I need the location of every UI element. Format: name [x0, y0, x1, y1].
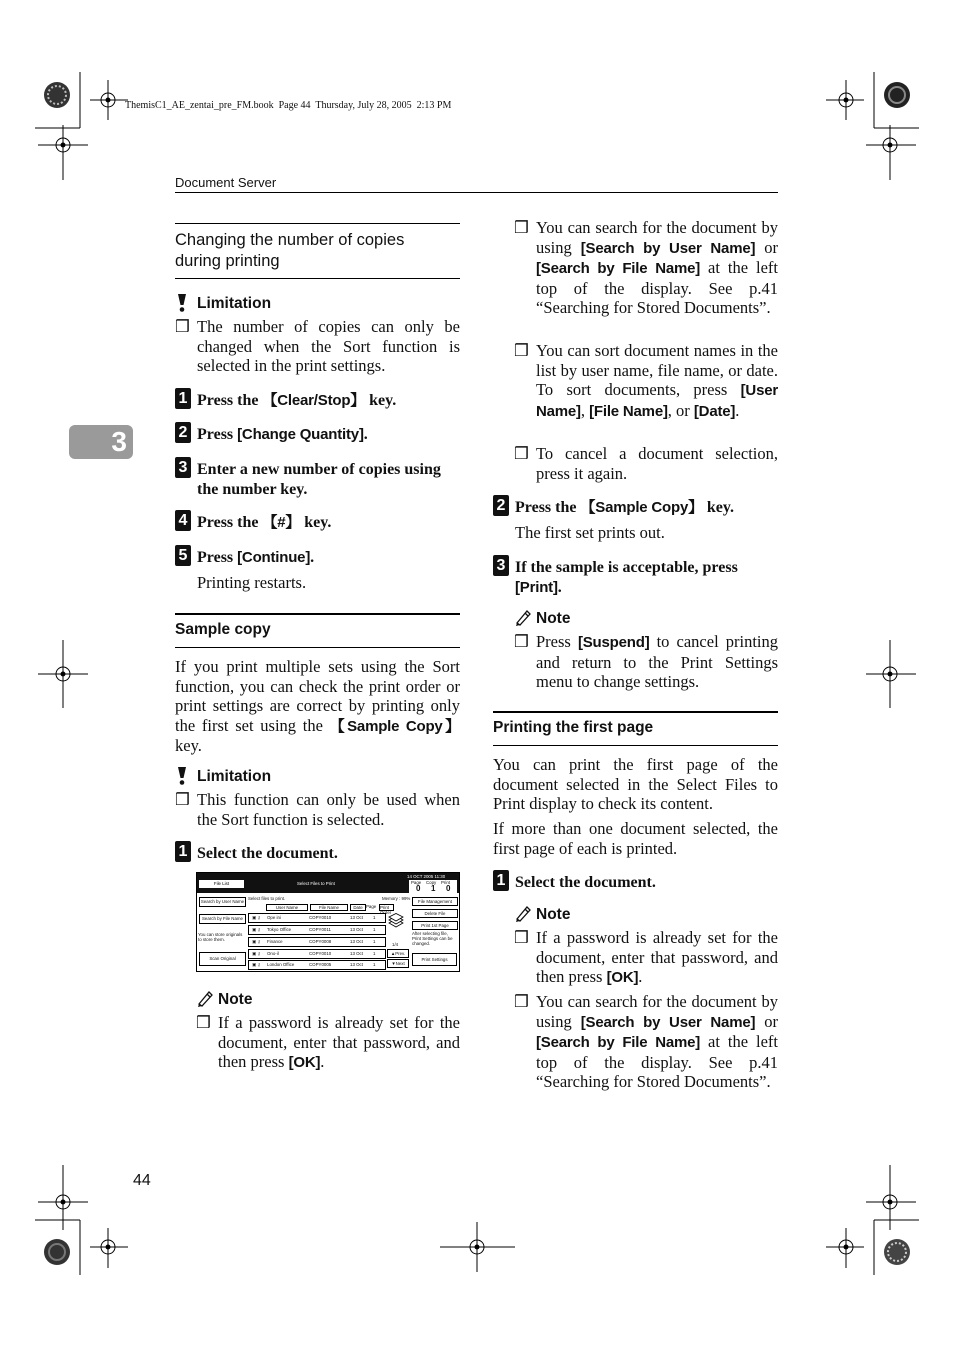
limitation-icon	[175, 293, 189, 313]
row-page: 1	[373, 915, 376, 920]
chapter-number: 3	[111, 426, 127, 457]
note-text: If a password is already set for the document, enter that password, and then press	[218, 1013, 460, 1071]
row-file: COPY0005	[309, 962, 332, 967]
subsection-bottom-rule	[175, 278, 460, 279]
counter-panel	[409, 880, 457, 893]
row-page: 1	[373, 962, 376, 967]
continue-key: [Continue]	[237, 549, 311, 566]
file-list-tab[interactable]: File List	[199, 880, 244, 888]
note-text: or	[755, 1011, 778, 1031]
first-page-select-step	[493, 873, 778, 893]
step-text: Select the document.	[197, 845, 338, 862]
note-text: You can search for the document by using	[536, 992, 778, 1031]
copy-counter-value: 1	[431, 884, 436, 893]
row-user: Ope ini	[267, 915, 281, 920]
user-name-sort-button[interactable]: User Name	[266, 904, 308, 911]
step-text: Press the	[197, 514, 263, 531]
bullet-text: or	[755, 237, 778, 257]
select-files-screen	[196, 872, 460, 972]
row-page: 1	[373, 939, 376, 944]
row-file: COPY0010	[309, 915, 332, 920]
date-key: [Date]	[693, 402, 736, 420]
memory-indicator: Memory : 99%	[382, 896, 411, 901]
limitation-label-2	[175, 768, 271, 786]
store-message: You can store originals to store them.	[198, 932, 243, 942]
row-user: Tokyo Office	[267, 927, 292, 932]
bullet-text: ,	[580, 400, 590, 420]
print-counter-label: Print	[441, 880, 451, 885]
search-bullet: ❒ You can search for the document by using [Search by User Name] or [Search by File Name] at the left top of the display. See p.41 “Searching for Stored Documents”.	[514, 218, 778, 317]
sample-step-2	[493, 498, 778, 518]
limitation-label-text: Limitation	[197, 295, 272, 312]
step-2-result: The first set prints out.	[515, 523, 665, 542]
date-sort-button[interactable]: Date	[350, 904, 366, 911]
pencil-note-icon	[196, 989, 214, 1007]
sample-copy-key: 【Sample Copy】	[580, 499, 703, 516]
sample-copy-heading: Sample copy	[175, 621, 271, 638]
note-label-right-2	[514, 906, 570, 924]
limitation-text: The number of copies can only be changed when the Sort function is selected in the print settings.	[197, 317, 460, 375]
step-text: Press the	[197, 392, 263, 409]
sample-text-a: If you print multiple sets using the Sort function, you can check the print order or print settings are correct by printing only the first set using the	[175, 657, 460, 735]
step-number: 1	[175, 841, 191, 862]
step-5-result: Printing restarts.	[197, 573, 307, 592]
suspend-note-bullet: ❒ Press [Suspend] to cancel printing and return to the Print Settings menu to change settings.	[514, 632, 778, 691]
step-text: Select the document.	[515, 874, 656, 891]
limitation-icon	[175, 766, 189, 786]
sample-copy-key: 【Sample Copy】	[329, 717, 460, 735]
cancel-bullet: ❒ To cancel a document selection, press it again.	[514, 444, 778, 483]
bullet-text: To cancel a document selection, press it again.	[536, 444, 778, 483]
bullet-text: at the left top of the display. See p.41 “Searching for Stored Documents”.	[536, 258, 778, 317]
scan-original-button[interactable]: Scan Original	[199, 952, 246, 966]
row-file: COPY0008	[309, 939, 332, 944]
select-document-step	[175, 844, 460, 864]
user-name-key: [User Name]	[536, 382, 778, 420]
row-page: 1	[373, 927, 376, 932]
subsection-top-rule	[175, 223, 460, 224]
note-label-right	[514, 610, 570, 628]
file-row-2[interactable]: ▣ ⚷ Tokyo Office COPY0011 13 Oct 1	[248, 925, 386, 935]
step-number: 4	[175, 510, 191, 531]
row-user: London Office	[267, 962, 295, 967]
limitation-bullet-2: ❒ This function can only be used when the Sort function is selected.	[175, 790, 460, 829]
step-number: 5	[175, 545, 191, 566]
suspend-key: [Suspend]	[577, 634, 650, 651]
first-page-text-1: You can print the first page of the document selected in the Select Files to Print display to check its content.	[493, 755, 778, 813]
file-name-sort-button[interactable]: File Name	[310, 904, 348, 911]
search-note-bullet: ❒ You can search for the document by using [Search by User Name] or [Search by File Name] at the left top of the display. See p.41 “Searching for Stored Documents”.	[514, 992, 778, 1091]
section-bottom-rule	[493, 745, 778, 746]
step-text-end: .	[310, 549, 315, 566]
section-top-rule	[175, 613, 460, 615]
subsection-heading: Changing the number of copies during printing	[175, 231, 405, 270]
step-text: Enter a new number of copies using the number key.	[197, 461, 441, 498]
row-date: 13 Oct	[350, 951, 363, 956]
sample-text-b: key.	[175, 736, 202, 755]
password-note-bullet: ❒ If a password is already set for the document, enter that password, and then press [OK].	[514, 928, 778, 986]
file-row-4[interactable]: ▣ ⚷ Ono-il COPY0010 13 Oct 1	[248, 949, 386, 959]
list-page-counter: 1/4	[392, 942, 399, 947]
screen-date: 14 OCT 2005 11:30	[407, 874, 446, 879]
print-first-page-button[interactable]: Print 1st Page	[412, 921, 458, 930]
step-1	[175, 391, 460, 411]
step-number: 3	[493, 555, 509, 576]
file-management-button[interactable]: File Management	[412, 897, 458, 906]
step-number: 1	[175, 388, 191, 409]
chapter-tab	[69, 425, 133, 459]
page-counter-label: Page	[411, 880, 422, 885]
row-file: COPY0010	[309, 951, 332, 956]
limitation-label	[175, 295, 271, 313]
delete-file-button[interactable]: Delete File	[412, 909, 458, 918]
sort-bullet: ❒ You can sort document names in the list by user name, file name, or date. To sort documents, press [User Name], [File Name], or [Date].	[514, 341, 778, 420]
step-number: 2	[493, 495, 509, 516]
note-text-end: at the left top of the display. See p.41 “Searching for Stored Documents”.	[536, 1032, 778, 1091]
row-date: 13 Oct	[350, 962, 363, 967]
search-by-user-key: [Search by User Name]	[580, 1013, 756, 1031]
print-settings-message: After selecting file, Print Settings can be changed.	[412, 931, 453, 946]
step-3	[175, 460, 462, 499]
step-4	[175, 513, 460, 533]
copy-counter-label: Copy	[426, 880, 437, 885]
row-user: Finance	[267, 939, 283, 944]
document-stack-icon	[387, 913, 405, 931]
row-date: 13 Oct	[350, 927, 363, 932]
first-page-text-2: If more than one document selected, the first page of each is printed.	[493, 819, 778, 858]
page-counter-value: 0	[416, 884, 421, 893]
book-info-line: ThemisC1_AE_zentai_pre_FM.book Page 44 Thursday, July 28, 2005 2:13 PM	[125, 100, 452, 111]
step-text-end: key.	[300, 514, 332, 531]
printing-first-page-heading: Printing the first page	[493, 719, 654, 736]
note-text-end: .	[638, 967, 643, 986]
note-label	[196, 991, 252, 1009]
step-5	[175, 548, 460, 568]
step-text-end: .	[557, 578, 562, 596]
page-column-header: Page	[366, 904, 377, 909]
prev-button[interactable]: ▲Prev.	[387, 949, 409, 958]
change-quantity-key: [Change Quantity]	[237, 426, 364, 443]
step-text-end: .	[363, 426, 368, 443]
header-rule	[175, 192, 778, 193]
note-text: If a password is already set for the document, enter that password, and then press	[536, 928, 778, 986]
ok-key: [OK]	[288, 1054, 321, 1071]
row-page: 1	[373, 951, 376, 956]
clear-stop-key: 【Clear/Stop】	[262, 392, 366, 409]
bullet-text: You can search for the document by using	[536, 218, 778, 257]
note-bullet: ❒ If a password is already set for the document, enter that password, and then press [OK].	[196, 1013, 460, 1071]
row-date: 13 Oct	[350, 915, 363, 920]
note-label-text: Note	[536, 906, 571, 923]
step-text-end: key.	[365, 392, 397, 409]
screen-title: Select Files to Print	[297, 881, 335, 886]
step-text: Press	[197, 549, 238, 566]
row-file: COPY0011	[309, 927, 331, 932]
sample-step-3	[493, 558, 778, 597]
step-number: 2	[175, 422, 191, 443]
bullet-text: .	[735, 400, 740, 420]
sample-copy-text	[175, 657, 460, 756]
next-button[interactable]: ▼Next	[387, 959, 409, 968]
page-number: 44	[133, 1172, 151, 1189]
search-by-file-key: [Search by File Name]	[536, 260, 701, 277]
step-text: If the sample is acceptable, press	[515, 559, 738, 576]
note-label-text: Note	[218, 991, 253, 1008]
file-row-1[interactable]: ▣ ⚷ Ope ini COPY0010 13 Oct 1	[248, 913, 386, 923]
row-user: Ono-il	[267, 951, 279, 956]
step-text-end: key.	[702, 499, 735, 516]
file-row-3[interactable]: ▣ ⚷ Finance COPY0008 13 Oct 1	[248, 937, 386, 947]
select-files-message: Select files to print.	[248, 896, 286, 901]
note-text: Press	[536, 632, 578, 651]
search-by-user-key: [Search by User Name]	[580, 239, 756, 257]
row-date: 13 Oct	[350, 939, 363, 944]
note-text-end: .	[320, 1052, 325, 1071]
limitation-text: This function can only be used when the Sort function is selected.	[197, 790, 460, 829]
step-2	[175, 425, 460, 445]
search-by-user-button[interactable]: Search by User Name	[199, 897, 246, 907]
print-settings-button[interactable]: Print Settings	[412, 953, 457, 966]
pencil-note-icon	[514, 904, 532, 922]
print-key: [Print]	[515, 578, 558, 596]
step-number: 3	[175, 457, 191, 478]
print-counter-value: 0	[446, 884, 451, 893]
search-by-file-button[interactable]: Search by File Name	[199, 914, 246, 924]
limitation-label-text: Limitation	[197, 768, 272, 785]
limitation-bullet: ❒ The number of copies can only be changed when the Sort function is selected in the print settings.	[175, 317, 460, 375]
search-by-file-key: [Search by File Name]	[536, 1034, 701, 1051]
hash-key: 【#】	[262, 514, 301, 531]
step-text: Press the	[515, 499, 581, 516]
step-text: Press	[197, 426, 238, 443]
bullet-text: You can sort document names in the list by user name, file name, or date. To sort documents, press	[536, 341, 778, 399]
running-head: Document Server	[175, 175, 277, 190]
note-text-end: to cancel printing and return to the Print Settings menu to change settings.	[536, 632, 778, 691]
note-label-text: Note	[536, 610, 571, 627]
step-number: 1	[493, 870, 509, 891]
pencil-note-icon	[514, 608, 532, 626]
bullet-text: , or	[667, 400, 694, 420]
file-name-key: [File Name]	[589, 402, 668, 420]
file-row-5[interactable]: ▣ ⚷ London Office COPY0005 13 Oct 1	[248, 960, 386, 970]
section-bottom-rule	[175, 647, 460, 648]
ok-key: [OK]	[606, 969, 639, 986]
section-top-rule	[493, 711, 778, 713]
print-order-column-header: Print Order	[379, 904, 394, 911]
